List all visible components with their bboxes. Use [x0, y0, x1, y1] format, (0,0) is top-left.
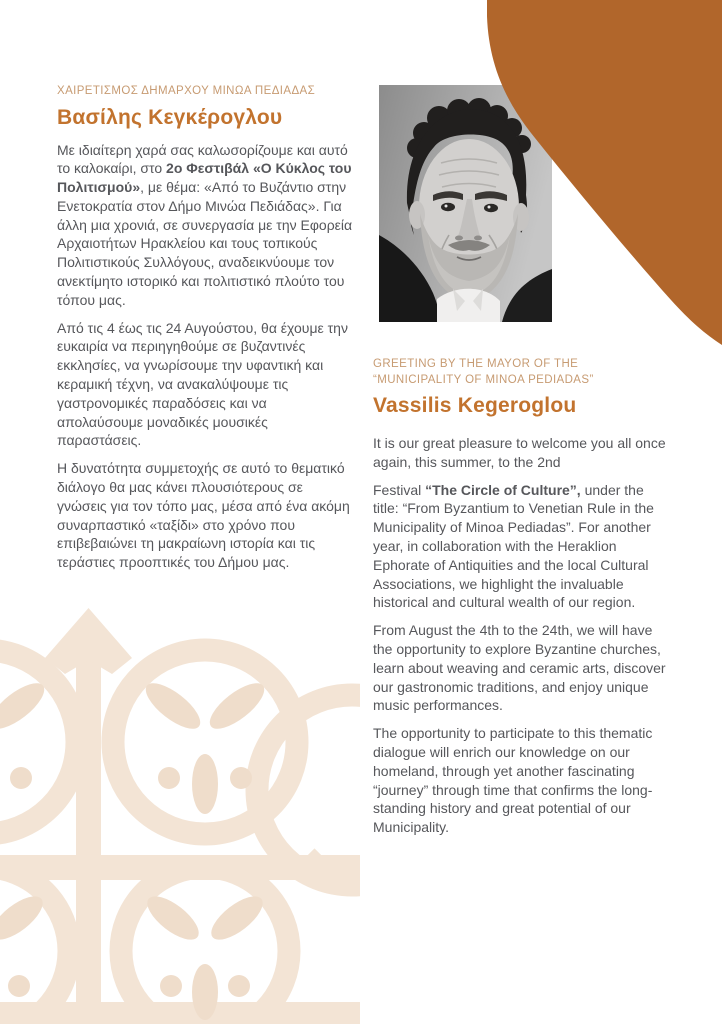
english-kicker-line1: GREETING BY THE MAYOR OF THE — [373, 358, 579, 370]
greek-kicker: ΧΑΙΡΕΤΙΣΜΟΣ ΔΗΜΑΡΧΟΥ ΜΙΝΩΑ ΠΕΔΙΑΔΑΣ — [57, 85, 316, 97]
english-kicker-line2: “MUNICIPALITY OF MINOA PEDIADAS” — [373, 373, 594, 386]
greek-section — [57, 84, 355, 581]
english-paragraph: It is our great pleasure to welcome you all once again, this summer, to the 2nd — [373, 435, 666, 470]
english-paragraph: The opportunity to participate to this thematic dialogue will enrich our knowledge on our homeland, through yet another fascinating “journey” through time that confirms the long-standing history and great potential of our Municipality. — [373, 725, 653, 836]
greek-paragraph: Με ιδιαίτερη χαρά σας καλωσορίζουμε και αυτό το καλοκαίρι, στο 2ο Φεστιβάλ «Ο Κύκλος του Πολιτισμού», με θέμα: «Από το Βυζάντιο στην Ενετοκρατία στον Δήμο Μινώα Πεδιάδας». Για άλλη μια χρονιά, σε συνεργασία με την Εφορεία Αρχαιοτήτων Ηρακλείου και τους τοπικούς Πολιτιστικούς Συλλόγους, αναδεικνύουμε τον ανεκτίμητο ιστορικό και πολιτιστικό πλούτο του τόπου μας. — [57, 141, 353, 308]
english-section — [373, 357, 673, 846]
byzantine-cross-ornament — [0, 606, 360, 1024]
greek-paragraph: Από τις 4 έως τις 24 Αυγούστου, θα έχουμε την ευκαιρία να περιηγηθούμε σε βυζαντινές εκκλησίες, να γνωρίσουμε την υφαντική και κεραμική τέχνη, να ανακαλύψουμε τις γαστρονομικές παραδόσεις και να απολαύσουμε μοναδικές μουσικές παραστάσεις. — [57, 319, 348, 449]
english-body — [373, 434, 673, 837]
english-paragraph: From August the 4th to the 24th, we will have the opportunity to explore Byzantine churches, learn about weaving and ceramic arts, discover our gastronomic traditions, and enjoy unique music performances. — [373, 622, 666, 714]
corner-accent-shape — [487, 0, 722, 347]
greek-paragraph: Η δυνατότητα συμμετοχής σε αυτό το θεματικό διάλογο θα μας κάνει πλουσιότερους σε γνώσεις για τον τόπο μας, μέσα από ένα ακόμη συναρπαστικό «ταξίδι» στο χρόνο που επιβεβαιώνει τη μακραίωνη ιστορία και τις τεράστιες προοπτικές του Δήμου μας. — [57, 460, 350, 571]
mayor-name-greek: Βασίλης Κεγκέρογλου — [57, 105, 283, 129]
mayor-name-english: Vassilis Kegeroglou — [373, 394, 577, 417]
greek-body — [57, 141, 355, 573]
english-paragraph: Festival “The Circle of Culture”, under the title: “From Byzantium to Venetian Rule in the Municipality of Minoa Pediadas”. For another year, in collaboration with the Heraklion Ephorate of Antiquities and the local Cultural Associations, we highlight the invaluable historical and cultural wealth of our region. — [373, 481, 654, 611]
english-kicker — [373, 357, 673, 388]
